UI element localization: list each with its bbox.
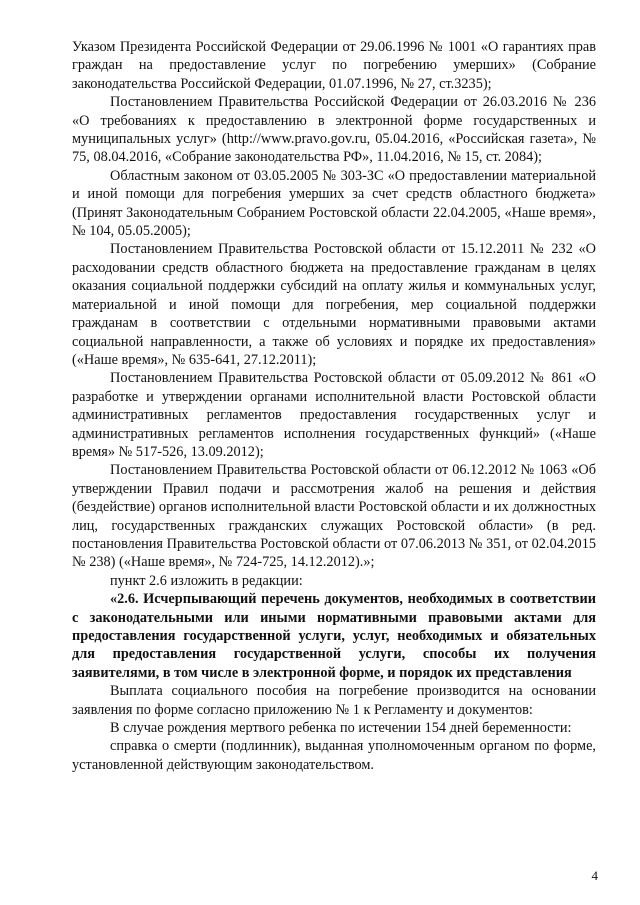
paragraph-resolution-232: Постановлением Правительства Ростовской области от 15.12.2011 № 232 «О расходовании средств областного бюджета на предоставление гражданам в целях оказания социальной поддержки субсидий на оплату жилья и коммунальных услуг, материальной и иной помощи для погребения, мер социальной поддержки гражданам в соответствии с отдельными нормативными правовыми актами социальной направленности, а также об условиях и порядке их предоставления» («Наше время», № 635-641, 27.12.2011);: [72, 241, 596, 368]
paragraph-government-resolution-236: Постановлением Правительства Российской Федерации от 26.03.2016 № 236 «О требованиях к предоставлению в электронной форме государственных и муниципальных услуг» (http://www.pravo.gov.ru, 05.04.2016, «Российская газета», № 75, 08.04.2016, «Собрание законодательства РФ», 11.04.2016, № 15, ст. 2084);: [72, 94, 596, 166]
paragraph-clause-intro: пункт 2.6 изложить в редакции:: [110, 572, 303, 589]
paragraph-resolution-861: Постановлением Правительства Ростовской области от 05.09.2012 № 861 «О разработке и утверждении органами исполнительной власти Ростовской области административных регламентов предоставления государственных услуг и административных регламентов исполнения государственных функций» («Наше время» № 517-526, 13.09.2012);: [72, 370, 596, 460]
paragraph-regional-law-303: Областным законом от 03.05.2005 № 303-ЗС «О предоставлении материальной и иной помощи для погребения умерших за счет средств областного бюджета» (Принят Законодательным Собранием Ростовской области 22.04.2005, «Наше время», № 104, 05.05.2005);: [72, 167, 596, 240]
document-body: [72, 38, 596, 774]
page-number: 4: [591, 868, 598, 883]
paragraph-benefit-payment: Выплата социального пособия на погребение производится на основании заявления по форме согласно приложению № 1 к Регламенту и документов:: [72, 683, 596, 718]
paragraph-death-certificate: справка о смерти (подлинник), выданная уполномоченным органом по форме, установленной действующим законодательством.: [72, 738, 596, 773]
paragraph-resolution-1063: Постановлением Правительства Ростовской области от 06.12.2012 № 1063 «Об утверждении Правил подачи и рассмотрения жалоб на решения и действия (бездействие) органов исполнительной власти Ростовской области и их должностных лиц, государственных гражданских служащих Ростовской области» (в ред. постановления Правительства Ростовской области от 07.06.2013 № 351, от 02.04.2015 № 238) («Наше время», № 724-725, 14.12.2012).»;: [72, 462, 596, 571]
paragraph-presidential-decree: Указом Президента Российской Федерации от 29.06.1996 № 1001 «О гарантиях прав граждан на предоставление услуг по погребению умерших» (Собрание законодательства Российской Федерации, 01.07.1996, № 27, ст.3235);: [72, 39, 596, 92]
paragraph-stillbirth-case: В случае рождения мертвого ребенка по истечении 154 дней беременности:: [110, 720, 572, 737]
section-heading-2-6: «2.6. Исчерпывающий перечень документов, необходимых в соответствии с законодательными или иными нормативными правовыми актами для предоставления государственной услуги, услуг, необходимых и обязательных для предоставления государственной услуги, способы их получения заявителями, в том числе в электронной форме, и порядок их представления: [72, 591, 596, 681]
